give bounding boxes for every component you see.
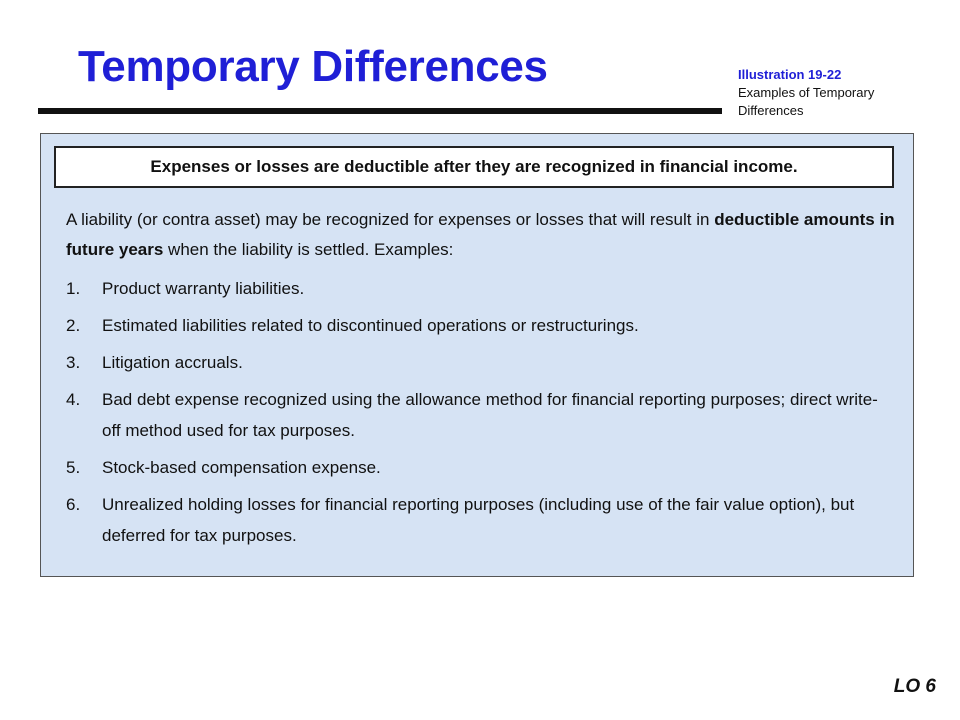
intro-text-1: A liability (or contra asset) may be recognized for expenses or losses that will result in xyxy=(66,210,715,229)
illustration-number: Illustration 19-22 xyxy=(738,67,842,82)
list-item-number: 2. xyxy=(66,316,81,335)
list-item xyxy=(66,273,896,304)
callout-box xyxy=(54,146,894,188)
list-item xyxy=(66,452,896,483)
list-item xyxy=(66,489,896,551)
list-item-number: 5. xyxy=(66,458,81,477)
title-underline xyxy=(38,108,722,114)
list-item xyxy=(66,384,896,446)
list-item xyxy=(66,310,896,341)
list-item-text: Litigation accruals. xyxy=(102,353,243,372)
callout-text: Expenses or losses are deductible after they are recognized in financial income. xyxy=(150,157,798,176)
slide-title: Temporary Differences xyxy=(78,42,548,91)
illustration-label xyxy=(738,66,938,120)
examples-list xyxy=(66,273,896,557)
list-item-number: 1. xyxy=(66,279,81,298)
learning-objective-label: LO 6 xyxy=(893,676,936,697)
list-item xyxy=(66,347,896,378)
list-item-text: Stock-based compensation expense. xyxy=(102,458,381,477)
list-item-text: Unrealized holding losses for financial reporting purposes (including use of the fair value option), but deferred for tax purposes. xyxy=(102,495,855,545)
intro-text-2: when the liability is settled. Examples: xyxy=(163,240,454,259)
list-item-number: 6. xyxy=(66,495,81,514)
list-item-text: Product warranty liabilities. xyxy=(102,279,305,298)
illustration-caption: Examples of Temporary Differences xyxy=(738,85,875,118)
list-item-text: Estimated liabilities related to discontinued operations or restructurings. xyxy=(102,316,639,335)
list-item-text: Bad debt expense recognized using the allowance method for financial reporting purposes; direct write-off method used for tax purposes. xyxy=(102,390,878,440)
intro-paragraph xyxy=(66,205,896,265)
list-item-number: 3. xyxy=(66,353,81,372)
intro-bold: deductible amounts in future years xyxy=(66,210,895,259)
list-item-number: 4. xyxy=(66,390,81,409)
